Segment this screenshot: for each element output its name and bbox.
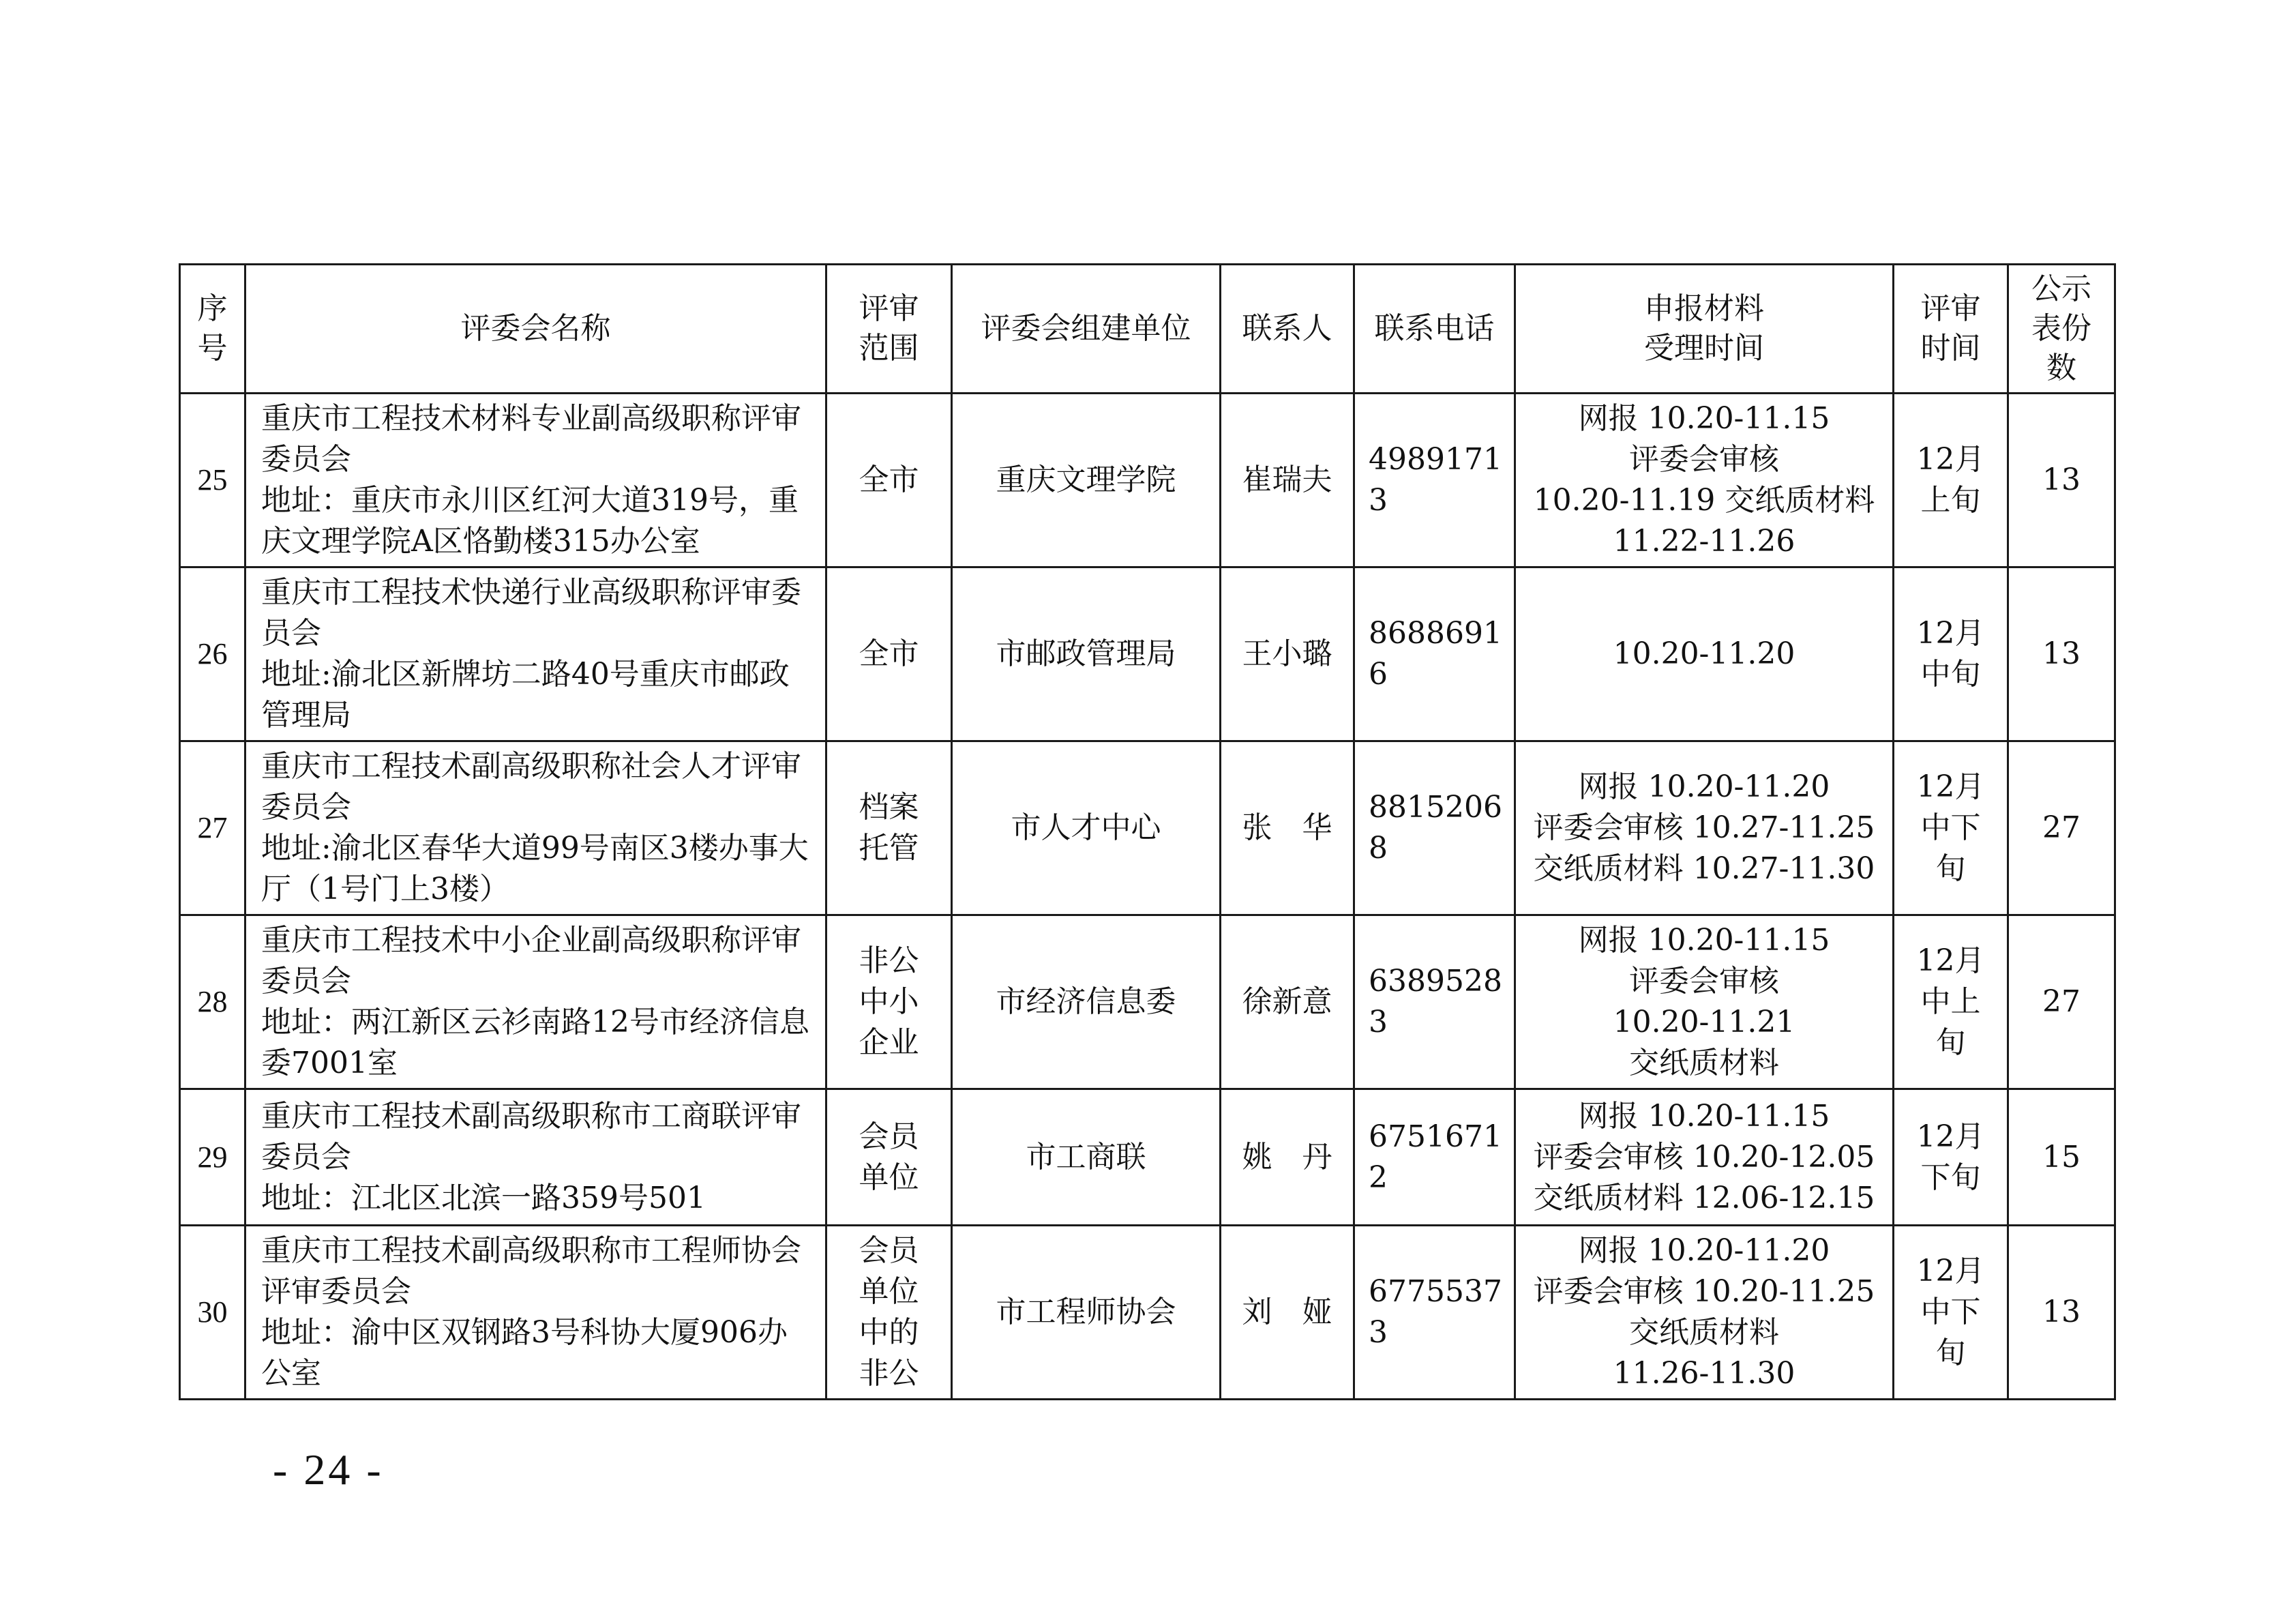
row-organizing-unit: 市工商联 [952,1089,1221,1226]
row-review-time: 12月 中旬 [1894,567,2008,741]
row-phone: 4989171 3 [1354,394,1515,567]
row-copies: 13 [2008,394,2115,567]
row-scope: 档案 托管 [826,741,952,915]
table-row [180,1089,2115,1226]
header-committee-name: 评委会名称 [245,265,826,394]
header-contact: 联系人 [1221,265,1354,394]
row-seq: 30 [180,1226,245,1400]
row-review-time: 12月 中上 旬 [1894,915,2008,1089]
header-materials-time: 申报材料 受理时间 [1515,265,1894,394]
row-committee-name: 重庆市工程技术副高级职称社会人才评审委员会 地址:渝北区春华大道99号南区3楼办事大厅（1号门上3楼） [245,741,826,915]
row-phone: 63895283 [1354,915,1515,1089]
row-copies: 15 [2008,1089,2115,1226]
table-header-row [180,265,2115,394]
row-seq: 28 [180,915,245,1089]
row-contact: 姚 丹 [1221,1089,1354,1226]
row-contact: 崔瑞夫 [1221,394,1354,567]
row-scope: 非公 中小 企业 [826,915,952,1089]
header-phone: 联系电话 [1354,265,1515,394]
table-row [180,1226,2115,1400]
row-scope: 会员 单位 [826,1089,952,1226]
row-copies: 13 [2008,567,2115,741]
row-organizing-unit: 市工程师协会 [952,1226,1221,1400]
row-scope: 全市 [826,567,952,741]
row-seq: 25 [180,394,245,567]
row-committee-name: 重庆市工程技术副高级职称市工程师协会评审委员会 地址：渝中区双钢路3号科协大厦906办公室 [245,1226,826,1400]
row-materials-time: 网报 10.20-11.15 评委会审核 10.20-11.19 交纸质材料 11.22-11.26 [1515,394,1894,567]
row-phone: 8815206 8 [1354,741,1515,915]
row-organizing-unit: 市邮政管理局 [952,567,1221,741]
row-materials-time: 10.20-11.20 [1515,567,1894,741]
row-committee-name: 重庆市工程技术材料专业副高级职称评审委员会 地址：重庆市永川区红河大道319号，重庆文理学院A区恪勤楼315办公室 [245,394,826,567]
review-committee-table [179,263,2116,1400]
header-review-time: 评审 时间 [1894,265,2008,394]
table-row [180,741,2115,915]
row-materials-time: 网报 10.20-11.20 评委会审核 10.27-11.25 交纸质材料 10.27-11.30 [1515,741,1894,915]
row-scope: 全市 [826,394,952,567]
row-contact: 张 华 [1221,741,1354,915]
row-organizing-unit: 市人才中心 [952,741,1221,915]
table-row [180,567,2115,741]
page-number: - 24 - [273,1445,384,1494]
row-materials-time: 网报 10.20-11.15 评委会审核 10.20-11.21 交纸质材料 [1515,915,1894,1089]
table-row [180,915,2115,1089]
row-review-time: 12月 中下 旬 [1894,741,2008,915]
row-contact: 徐新意 [1221,915,1354,1089]
row-seq: 29 [180,1089,245,1226]
row-committee-name: 重庆市工程技术副高级职称市工商联评审委员会 地址：江北区北滨一路359号501 [245,1089,826,1226]
row-committee-name: 重庆市工程技术中小企业副高级职称评审委员会 地址：两江新区云衫南路12号市经济信息委7001室 [245,915,826,1089]
row-materials-time: 网报 10.20-11.15 评委会审核 10.20-12.05 交纸质材料 12.06-12.15 [1515,1089,1894,1226]
row-organizing-unit: 市经济信息委 [952,915,1221,1089]
row-contact: 刘 娅 [1221,1226,1354,1400]
header-organizing-unit: 评委会组建单位 [952,265,1221,394]
row-seq: 26 [180,567,245,741]
row-copies: 13 [2008,1226,2115,1400]
table-row [180,394,2115,567]
row-review-time: 12月 下旬 [1894,1089,2008,1226]
header-copies: 公示 表份 数 [2008,265,2115,394]
row-organizing-unit: 重庆文理学院 [952,394,1221,567]
row-review-time: 12月 上旬 [1894,394,2008,567]
row-phone: 6751671 2 [1354,1089,1515,1226]
row-phone: 8688691 6 [1354,567,1515,741]
row-seq: 27 [180,741,245,915]
row-committee-name: 重庆市工程技术快递行业高级职称评审委员会 地址:渝北区新牌坊二路40号重庆市邮政管理局 [245,567,826,741]
row-phone: 67755373 [1354,1226,1515,1400]
row-scope: 会员 单位 中的 非公 [826,1226,952,1400]
row-contact: 王小璐 [1221,567,1354,741]
row-copies: 27 [2008,915,2115,1089]
header-scope: 评审 范围 [826,265,952,394]
row-materials-time: 网报 10.20-11.20 评委会审核 10.20-11.25 交纸质材料 11.26-11.30 [1515,1226,1894,1400]
row-review-time: 12月 中下 旬 [1894,1226,2008,1400]
header-seq: 序 号 [180,265,245,394]
row-copies: 27 [2008,741,2115,915]
